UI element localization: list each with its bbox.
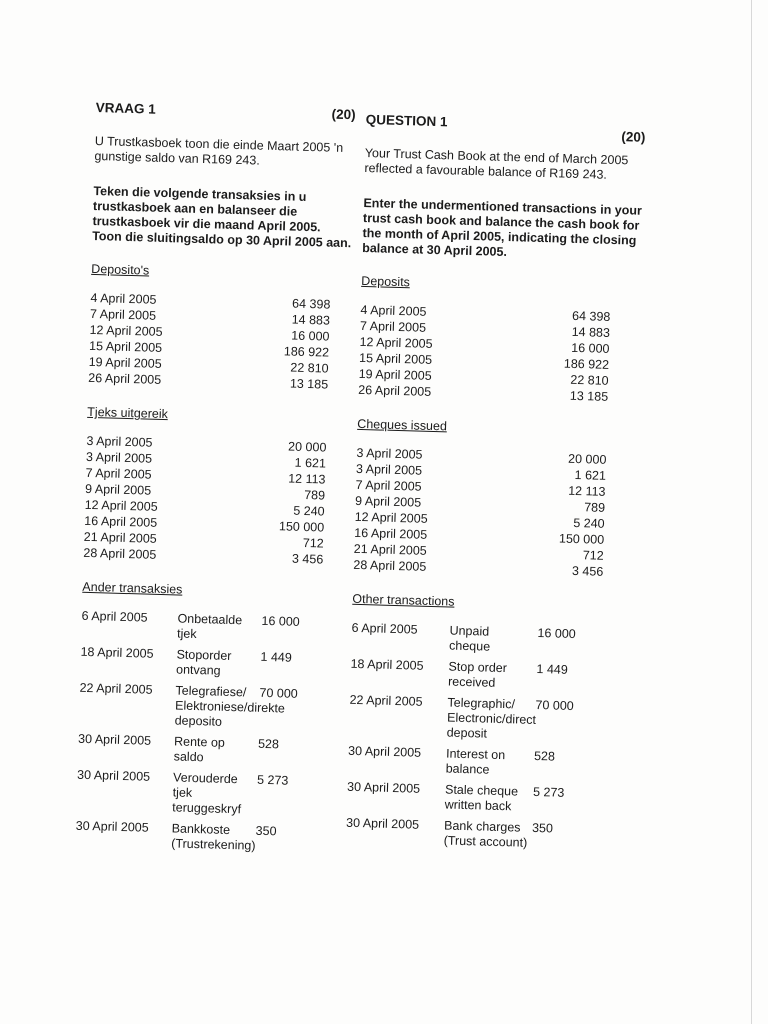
entry-amount: 789 — [303, 487, 326, 503]
entry-amount: 3 456 — [291, 551, 324, 567]
entry-date: 15 April 2005 — [88, 338, 163, 355]
entry-date: 12 April 2005 — [84, 497, 158, 514]
transaction-date: 6 April 2005 — [81, 608, 148, 625]
entry-amount: 12 113 — [567, 483, 606, 499]
entry-date: 7 April 2005 — [85, 465, 152, 482]
deposits-heading: Deposito's — [91, 261, 150, 278]
entry-date: 4 April 2005 — [90, 290, 157, 307]
transaction-date: 30 April 2005 — [346, 779, 421, 796]
entry-date: 7 April 2005 — [355, 477, 422, 494]
question-header — [95, 100, 355, 127]
entry-amount: 13 185 — [289, 376, 329, 392]
transaction-date: 30 April 2005 — [75, 818, 149, 835]
entry-amount: 712 — [582, 548, 604, 563]
cheques-heading: Tjeks uitgereik — [87, 404, 169, 422]
question-instruction: Teken die volgende transaksies in u trustkasboek aan en balanseer die trustkasboek vir die maand April 2005. Toon die sluitingsaldo op 30 April 2005 aan. — [92, 183, 352, 251]
entry-amount: 64 398 — [291, 296, 331, 312]
transaction-description: Telegraphic/ Electronic/direct deposit — [446, 695, 537, 741]
entry-date: 16 April 2005 — [354, 525, 428, 542]
transaction-description: Stoporder ontvang — [175, 647, 232, 678]
entry-amount: 16 000 — [571, 340, 610, 356]
entry-date: 16 April 2005 — [84, 513, 158, 530]
entry-date: 28 April 2005 — [353, 557, 427, 574]
transaction-amount: 5 273 — [256, 772, 289, 788]
question-intro: Your Trust Cash Book at the end of March 2005 reflected a favourable balance of R169 243. — [364, 145, 629, 182]
transaction-date: 18 April 2005 — [350, 656, 424, 673]
entry-amount: 14 883 — [291, 312, 331, 328]
transaction-row — [78, 732, 339, 769]
entry-date: 12 April 2005 — [354, 509, 428, 526]
entry-amount: 20 000 — [567, 451, 607, 467]
transaction-row — [346, 816, 627, 854]
question-header — [365, 112, 646, 145]
transaction-date: 6 April 2005 — [351, 620, 418, 637]
transaction-row — [351, 621, 632, 659]
question-title: VRAAG 1 — [95, 100, 156, 117]
entry-amount: 789 — [583, 500, 606, 515]
question-marks: (20) — [331, 106, 356, 123]
entry-amount: 16 000 — [291, 328, 330, 344]
transaction-description: Bank charges (Trust account) — [443, 818, 528, 850]
entry-date: 26 April 2005 — [88, 370, 162, 387]
other-transactions-heading: Other transactions — [352, 591, 455, 609]
entry-date: 12 April 2005 — [89, 322, 163, 339]
entry-amount: 3 456 — [571, 563, 604, 579]
transaction-date: 30 April 2005 — [77, 731, 152, 748]
question-title: QUESTION 1 — [365, 112, 448, 130]
cheques-list — [83, 434, 346, 569]
transaction-amount: 70 000 — [259, 685, 298, 701]
entry-date: 9 April 2005 — [84, 481, 152, 498]
entry-amount: 150 000 — [278, 519, 325, 535]
transaction-row — [348, 744, 629, 782]
entry-date: 7 April 2005 — [359, 318, 427, 335]
entry-amount: 150 000 — [558, 531, 605, 547]
transaction-amount: 5 273 — [532, 784, 565, 800]
entry-date: 28 April 2005 — [83, 545, 157, 562]
entry-amount: 186 922 — [283, 344, 330, 360]
entry-date: 3 April 2005 — [356, 445, 423, 462]
transaction-date: 30 April 2005 — [345, 815, 420, 832]
transaction-row — [76, 768, 337, 820]
transaction-amount: 528 — [533, 748, 556, 764]
transaction-description: Onbetaalde tjek — [176, 611, 243, 642]
deposits-list — [358, 303, 641, 407]
transaction-row — [79, 681, 340, 733]
transaction-date: 22 April 2005 — [349, 692, 423, 709]
transaction-date: 22 April 2005 — [79, 680, 153, 697]
deposits-list — [88, 291, 351, 394]
entry-amount: 5 240 — [293, 503, 325, 519]
transaction-description: Unpaid cheque — [448, 623, 491, 654]
transaction-amount: 350 — [255, 823, 277, 839]
transaction-row — [81, 609, 342, 646]
transaction-amount: 16 000 — [537, 625, 576, 642]
transaction-description: Verouderde tjek teruggeskryf — [172, 770, 242, 817]
transaction-date: 30 April 2005 — [76, 767, 151, 784]
question-instruction: Enter the undermentioned transactions in your trust cash book and balance the cash book for the month of April 2005, indicating the closing balance at 30 April 2005. — [362, 195, 643, 259]
entry-amount: 1 621 — [294, 455, 327, 471]
transaction-row — [347, 780, 628, 818]
entry-date: 19 April 2005 — [358, 366, 432, 383]
question-intro: U Trustkasboek toon die einde Maart 2005 'n gunstige saldo van R169 243. — [94, 133, 344, 168]
entry-date: 19 April 2005 — [88, 354, 162, 371]
entry-amount: 22 810 — [290, 360, 329, 376]
transaction-description: Stop order received — [447, 659, 508, 690]
transaction-amount: 16 000 — [261, 613, 300, 629]
cheques-heading: Cheques issued — [357, 416, 448, 434]
entry-date: 15 April 2005 — [358, 350, 433, 367]
entry-date: 3 April 2005 — [86, 433, 153, 450]
entry-amount: 13 185 — [569, 388, 609, 404]
entry-date: 7 April 2005 — [89, 306, 157, 323]
entry-amount: 186 922 — [563, 356, 610, 372]
transaction-date: 18 April 2005 — [80, 644, 154, 661]
transaction-amount: 70 000 — [535, 697, 574, 714]
entry-amount: 12 113 — [287, 471, 326, 487]
entry-date: 3 April 2005 — [85, 449, 153, 466]
entry-date: 3 April 2005 — [355, 461, 423, 478]
other-transactions-heading: Ander transaksies — [82, 579, 183, 597]
entry-amount: 712 — [302, 535, 324, 551]
entry-amount: 14 883 — [571, 324, 611, 340]
question-marks: (20) — [621, 129, 646, 145]
page-edge-line — [751, 0, 752, 1024]
transaction-description: Stale cheque written back — [444, 782, 519, 814]
transaction-amount: 1 449 — [260, 649, 292, 665]
entry-amount: 5 240 — [573, 515, 605, 531]
transaction-amount: 528 — [257, 736, 280, 752]
entry-date: 9 April 2005 — [354, 493, 422, 510]
entry-amount: 64 398 — [571, 308, 611, 324]
afrikaans-column — [75, 100, 356, 862]
transaction-row — [350, 657, 631, 695]
other-transactions-list — [75, 609, 342, 856]
transaction-amount: 350 — [531, 820, 554, 836]
entry-date: 21 April 2005 — [83, 529, 157, 546]
transaction-row — [349, 693, 630, 746]
transaction-row — [75, 819, 336, 856]
transaction-date: 30 April 2005 — [347, 743, 422, 760]
transaction-description: Telegrafiese/ Elektroniese/direkte deposito — [174, 683, 286, 729]
entry-amount: 1 621 — [574, 467, 607, 483]
transaction-description: Rente op saldo — [173, 734, 226, 765]
other-transactions-list — [346, 621, 632, 854]
entry-date: 12 April 2005 — [359, 334, 433, 351]
entry-date: 4 April 2005 — [360, 302, 427, 319]
entry-amount: 22 810 — [570, 372, 609, 388]
transaction-row — [80, 645, 341, 682]
deposits-heading: Deposits — [361, 273, 411, 290]
entry-date: 26 April 2005 — [358, 382, 432, 399]
transaction-description: Bankkoste (Trustrekening) — [171, 821, 256, 853]
entry-amount: 20 000 — [287, 439, 327, 455]
cheques-list — [353, 446, 636, 582]
english-column — [345, 112, 646, 860]
transaction-amount: 1 449 — [536, 661, 568, 677]
entry-date: 21 April 2005 — [353, 541, 427, 558]
transaction-description: Interest on balance — [445, 746, 506, 777]
